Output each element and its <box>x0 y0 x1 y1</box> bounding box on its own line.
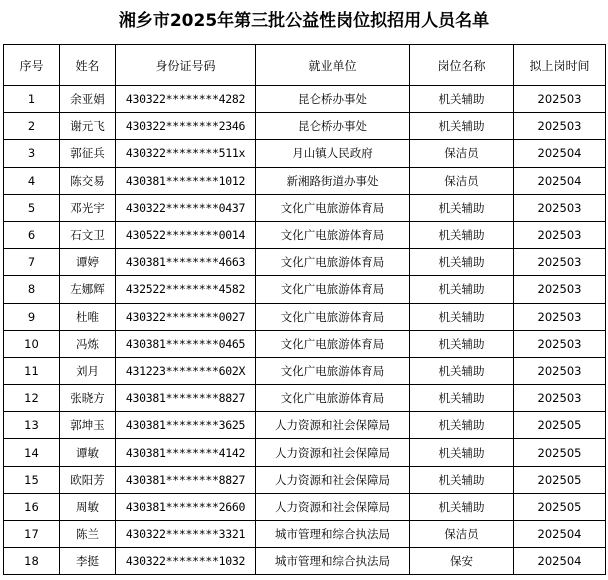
header-id-number: 身份证号码 <box>116 45 256 86</box>
cell-name: 谭婷 <box>60 249 116 276</box>
cell-id-number: 430381********4142 <box>116 439 256 466</box>
cell-employer: 文化广电旅游体育局 <box>256 303 410 330</box>
cell-name: 谭敏 <box>60 439 116 466</box>
cell-start-date: 202504 <box>514 167 606 194</box>
cell-employer: 文化广电旅游体育局 <box>256 385 410 412</box>
cell-employer: 人力资源和社会保障局 <box>256 466 410 493</box>
cell-employer: 城市管理和综合执法局 <box>256 548 410 575</box>
table-row <box>4 249 606 276</box>
cell-employer: 文化广电旅游体育局 <box>256 221 410 248</box>
cell-name: 左娜辉 <box>60 276 116 303</box>
cell-id-number: 430381********0465 <box>116 330 256 357</box>
header-name: 姓名 <box>60 45 116 86</box>
cell-name: 刘月 <box>60 357 116 384</box>
cell-employer: 新湘路街道办事处 <box>256 167 410 194</box>
table-row <box>4 140 606 167</box>
cell-id-number: 430522********0014 <box>116 221 256 248</box>
cell-start-date: 202505 <box>514 439 606 466</box>
cell-start-date: 202503 <box>514 113 606 140</box>
header-employer: 就业单位 <box>256 45 410 86</box>
table-row <box>4 493 606 520</box>
cell-position: 保洁员 <box>410 167 514 194</box>
cell-start-date: 202503 <box>514 86 606 113</box>
table-row <box>4 303 606 330</box>
header-index: 序号 <box>4 45 60 86</box>
cell-name: 陈交易 <box>60 167 116 194</box>
header-row <box>4 45 606 86</box>
cell-index: 3 <box>4 140 60 167</box>
cell-employer: 人力资源和社会保障局 <box>256 412 410 439</box>
cell-index: 1 <box>4 86 60 113</box>
cell-position: 机关辅助 <box>410 113 514 140</box>
cell-start-date: 202503 <box>514 249 606 276</box>
cell-index: 8 <box>4 276 60 303</box>
cell-id-number: 430381********3625 <box>116 412 256 439</box>
cell-id-number: 430381********2660 <box>116 493 256 520</box>
cell-id-number: 430322********0437 <box>116 194 256 221</box>
table-row <box>4 385 606 412</box>
cell-position: 机关辅助 <box>410 357 514 384</box>
cell-name: 谢元飞 <box>60 113 116 140</box>
cell-index: 17 <box>4 521 60 548</box>
table-row <box>4 167 606 194</box>
cell-position: 机关辅助 <box>410 493 514 520</box>
table-row <box>4 357 606 384</box>
cell-id-number: 430381********8827 <box>116 385 256 412</box>
cell-position: 机关辅助 <box>410 303 514 330</box>
cell-start-date: 202503 <box>514 194 606 221</box>
personnel-table <box>3 44 606 575</box>
cell-id-number: 430381********8827 <box>116 466 256 493</box>
cell-position: 机关辅助 <box>410 439 514 466</box>
cell-employer: 人力资源和社会保障局 <box>256 493 410 520</box>
cell-index: 7 <box>4 249 60 276</box>
cell-index: 16 <box>4 493 60 520</box>
cell-employer: 文化广电旅游体育局 <box>256 249 410 276</box>
cell-start-date: 202503 <box>514 303 606 330</box>
table-row <box>4 466 606 493</box>
table-row <box>4 521 606 548</box>
header-start-date: 拟上岗时间 <box>514 45 606 86</box>
cell-start-date: 202504 <box>514 521 606 548</box>
cell-index: 2 <box>4 113 60 140</box>
table-row <box>4 113 606 140</box>
cell-employer: 昆仑桥办事处 <box>256 113 410 140</box>
cell-start-date: 202505 <box>514 466 606 493</box>
cell-id-number: 430322********0027 <box>116 303 256 330</box>
cell-start-date: 202504 <box>514 140 606 167</box>
cell-index: 12 <box>4 385 60 412</box>
cell-index: 6 <box>4 221 60 248</box>
cell-index: 14 <box>4 439 60 466</box>
cell-employer: 城市管理和综合执法局 <box>256 521 410 548</box>
table-body <box>4 86 606 575</box>
cell-name: 欧阳芳 <box>60 466 116 493</box>
table-row <box>4 330 606 357</box>
cell-position: 机关辅助 <box>410 86 514 113</box>
table-row <box>4 439 606 466</box>
table-row <box>4 276 606 303</box>
cell-name: 杜唯 <box>60 303 116 330</box>
cell-position: 机关辅助 <box>410 276 514 303</box>
cell-employer: 文化广电旅游体育局 <box>256 357 410 384</box>
cell-id-number: 430381********1012 <box>116 167 256 194</box>
cell-start-date: 202503 <box>514 385 606 412</box>
cell-id-number: 430322********4282 <box>116 86 256 113</box>
table-row <box>4 194 606 221</box>
cell-start-date: 202504 <box>514 548 606 575</box>
cell-name: 陈兰 <box>60 521 116 548</box>
cell-employer: 月山镇人民政府 <box>256 140 410 167</box>
cell-index: 5 <box>4 194 60 221</box>
cell-position: 机关辅助 <box>410 330 514 357</box>
cell-position: 保安 <box>410 548 514 575</box>
cell-employer: 文化广电旅游体育局 <box>256 330 410 357</box>
cell-position: 机关辅助 <box>410 385 514 412</box>
cell-index: 9 <box>4 303 60 330</box>
cell-name: 冯炼 <box>60 330 116 357</box>
cell-name: 郭坤玉 <box>60 412 116 439</box>
cell-id-number: 430381********4663 <box>116 249 256 276</box>
cell-start-date: 202503 <box>514 221 606 248</box>
document-title: 湘乡市2025年第三批公益性岗位拟招用人员名单 <box>118 11 490 31</box>
cell-name: 周敏 <box>60 493 116 520</box>
table-header <box>4 45 606 86</box>
cell-name: 郭征兵 <box>60 140 116 167</box>
cell-id-number: 430322********3321 <box>116 521 256 548</box>
cell-employer: 文化广电旅游体育局 <box>256 194 410 221</box>
cell-position: 保洁员 <box>410 140 514 167</box>
table-row <box>4 86 606 113</box>
cell-start-date: 202503 <box>514 330 606 357</box>
cell-index: 13 <box>4 412 60 439</box>
cell-name: 余亚娟 <box>60 86 116 113</box>
cell-index: 10 <box>4 330 60 357</box>
cell-employer: 文化广电旅游体育局 <box>256 276 410 303</box>
cell-position: 保洁员 <box>410 521 514 548</box>
cell-id-number: 431223********602X <box>116 357 256 384</box>
header-position: 岗位名称 <box>410 45 514 86</box>
cell-start-date: 202505 <box>514 412 606 439</box>
cell-id-number: 432522********4582 <box>116 276 256 303</box>
cell-index: 4 <box>4 167 60 194</box>
cell-position: 机关辅助 <box>410 221 514 248</box>
table-row <box>4 412 606 439</box>
cell-index: 11 <box>4 357 60 384</box>
cell-name: 石文卫 <box>60 221 116 248</box>
cell-employer: 人力资源和社会保障局 <box>256 439 410 466</box>
cell-id-number: 430322********511x <box>116 140 256 167</box>
cell-position: 机关辅助 <box>410 412 514 439</box>
table-row <box>4 221 606 248</box>
table-row <box>4 548 606 575</box>
cell-name: 张晓方 <box>60 385 116 412</box>
cell-start-date: 202503 <box>514 357 606 384</box>
cell-start-date: 202505 <box>514 493 606 520</box>
cell-employer: 昆仑桥办事处 <box>256 86 410 113</box>
cell-position: 机关辅助 <box>410 194 514 221</box>
cell-position: 机关辅助 <box>410 466 514 493</box>
cell-name: 李挺 <box>60 548 116 575</box>
cell-name: 邓光宇 <box>60 194 116 221</box>
cell-id-number: 430322********2346 <box>116 113 256 140</box>
cell-index: 15 <box>4 466 60 493</box>
cell-id-number: 430322********1032 <box>116 548 256 575</box>
cell-index: 18 <box>4 548 60 575</box>
cell-position: 机关辅助 <box>410 249 514 276</box>
cell-start-date: 202503 <box>514 276 606 303</box>
